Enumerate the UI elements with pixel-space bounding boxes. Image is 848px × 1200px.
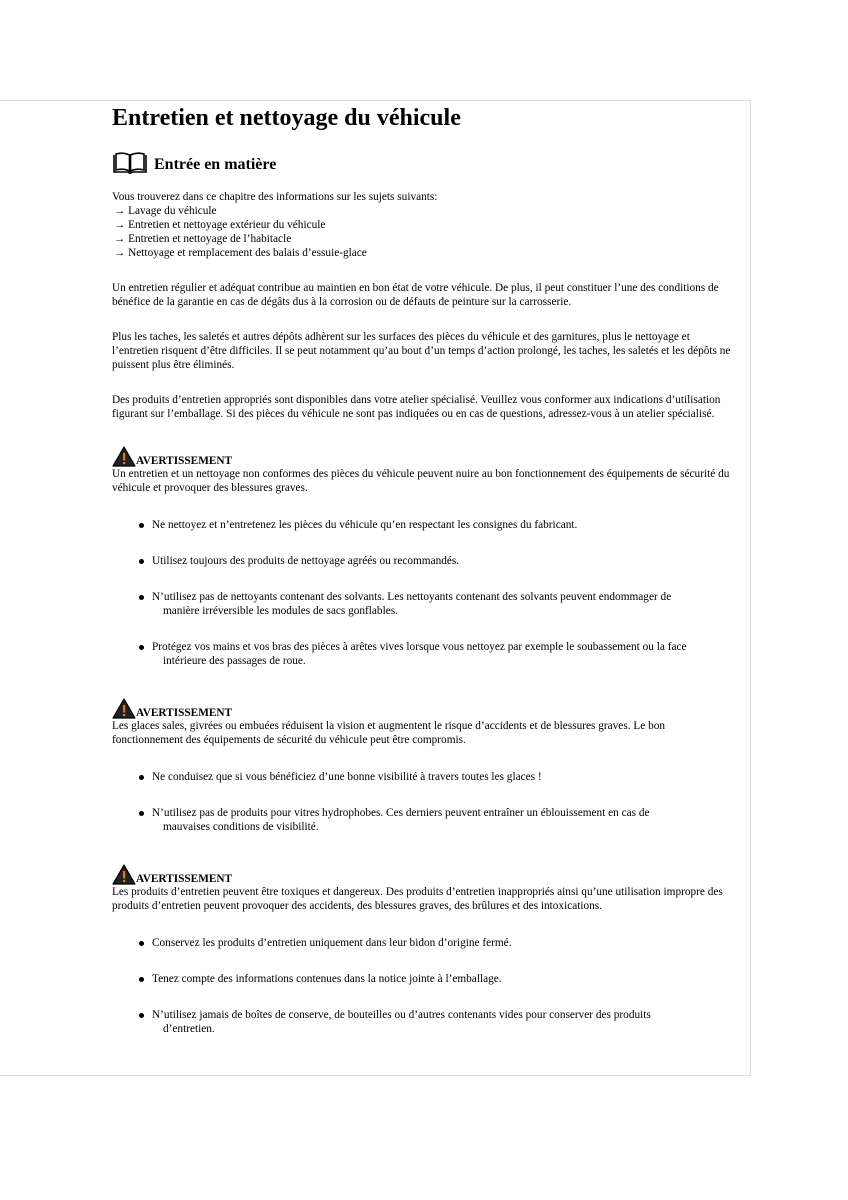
warning-list	[112, 770, 738, 834]
topic-link[interactable]: → Entretien et nettoyage de l’habitacle	[114, 233, 292, 245]
warning-icon	[112, 446, 136, 467]
warning-icon	[112, 864, 136, 885]
warning-block	[112, 698, 738, 834]
warning-block	[112, 864, 738, 1036]
warning-intro: Les glaces sales, givrées ou embuées réduisent la vision et augmentent le risque d’accidents et de blessures graves. Le bon fonctionnement des équipements de sécurité du véhicule peut être compromis.	[112, 720, 666, 746]
warning-intro: Les produits d’entretien peuvent être toxiques et dangereux. Des produits d’entretien inappropriés ainsi qu’une utilisation impropre des produits d’entretien peuvent provoquer des accidents, des blessures graves, des brûlures et des intoxications.	[112, 886, 723, 912]
list-item: N’utilisez pas de nettoyants contenant des solvants. Les nettoyants contenant des solvants peuvent endommager de manière irréversible les modules de sacs gonflables.	[112, 590, 738, 618]
warning-intro: Un entretien et un nettoyage non conformes des pièces du véhicule peuvent nuire au bon fonctionnement des équipements de sécurité du véhicule et provoquer des blessures graves.	[112, 468, 730, 494]
list-item: Ne conduisez que si vous bénéficiez d’une bonne visibilité à travers toutes les glaces !	[112, 770, 738, 784]
list-item: Conservez les produits d’entretien uniquement dans leur bidon d’origine fermé.	[112, 936, 738, 950]
list-item: Utilisez toujours des produits de nettoyage agréés ou recommandés.	[112, 554, 738, 568]
warning-label: AVERTISSEMENT	[136, 707, 233, 719]
intro-text-block	[112, 190, 738, 260]
paragraph: Un entretien régulier et adéquat contribue au maintien en bon état de votre véhicule. De plus, il peut constituer l’une des conditions de bénéfice de la garantie en cas de dégâts dus à la corrosion ou de défauts de peinture sur la carrosserie.	[112, 282, 719, 308]
intro-heading	[112, 148, 738, 174]
paragraph: Des produits d’entretien appropriés sont disponibles dans votre atelier spécialisé. Veuillez vous conformer aux indications d’utilisation figurant sur l’emballage. Si des pièces du véhicule ne sont pas indiquées ou en cas de questions, adressez-vous à un atelier spécialisé.	[112, 394, 721, 420]
book-icon	[112, 152, 148, 174]
list-item: N’utilisez pas de produits pour vitres hydrophobes. Ces derniers peuvent entraîner un éblouissement en cas de mauvaises conditions de visibilité.	[112, 806, 738, 834]
intro-heading-text: Entrée en matière	[154, 156, 277, 173]
warning-block	[112, 446, 738, 668]
warning-title	[112, 864, 738, 885]
topic-link[interactable]: → Lavage du véhicule	[114, 205, 217, 217]
page-title: Entretien et nettoyage du véhicule	[112, 105, 461, 131]
paragraph: Plus les taches, les saletés et autres dépôts adhèrent sur les surfaces des pièces du véhicule et des garnitures, plus le nettoyage et l’entretien risquent d’être difficiles. Il se peut notamment qu’au bout d’un temps d’action prolongé, les taches, les saletés et les dépôts ne puissent plus être éliminés.	[112, 331, 731, 371]
list-item: Protégez vos mains et vos bras des pièces à arêtes vives lorsque vous nettoyez par exemple le soubassement ou la face intérieure des passages de roue.	[112, 640, 738, 668]
warning-icon	[112, 698, 136, 719]
warning-label: AVERTISSEMENT	[136, 873, 233, 885]
document-body	[112, 100, 738, 1036]
list-item: Tenez compte des informations contenues dans la notice jointe à l’emballage.	[112, 972, 738, 986]
list-item: N’utilisez jamais de boîtes de conserve, de bouteilles ou d’autres contenants vides pour conserver des produits d’entretien.	[112, 1008, 738, 1036]
topic-link[interactable]: → Entretien et nettoyage extérieur du véhicule	[114, 219, 326, 231]
warning-list	[112, 518, 738, 668]
warning-list	[112, 936, 738, 1036]
topic-link[interactable]: → Nettoyage et remplacement des balais d’essuie-glace	[114, 247, 367, 259]
intro-text: Vous trouverez dans ce chapitre des informations sur les sujets suivants:	[112, 191, 438, 203]
list-item: Ne nettoyez et n’entretenez les pièces du véhicule qu’en respectant les consignes du fabricant.	[112, 518, 738, 532]
warning-title	[112, 446, 738, 467]
warning-title	[112, 698, 738, 719]
warning-label: AVERTISSEMENT	[136, 455, 233, 467]
